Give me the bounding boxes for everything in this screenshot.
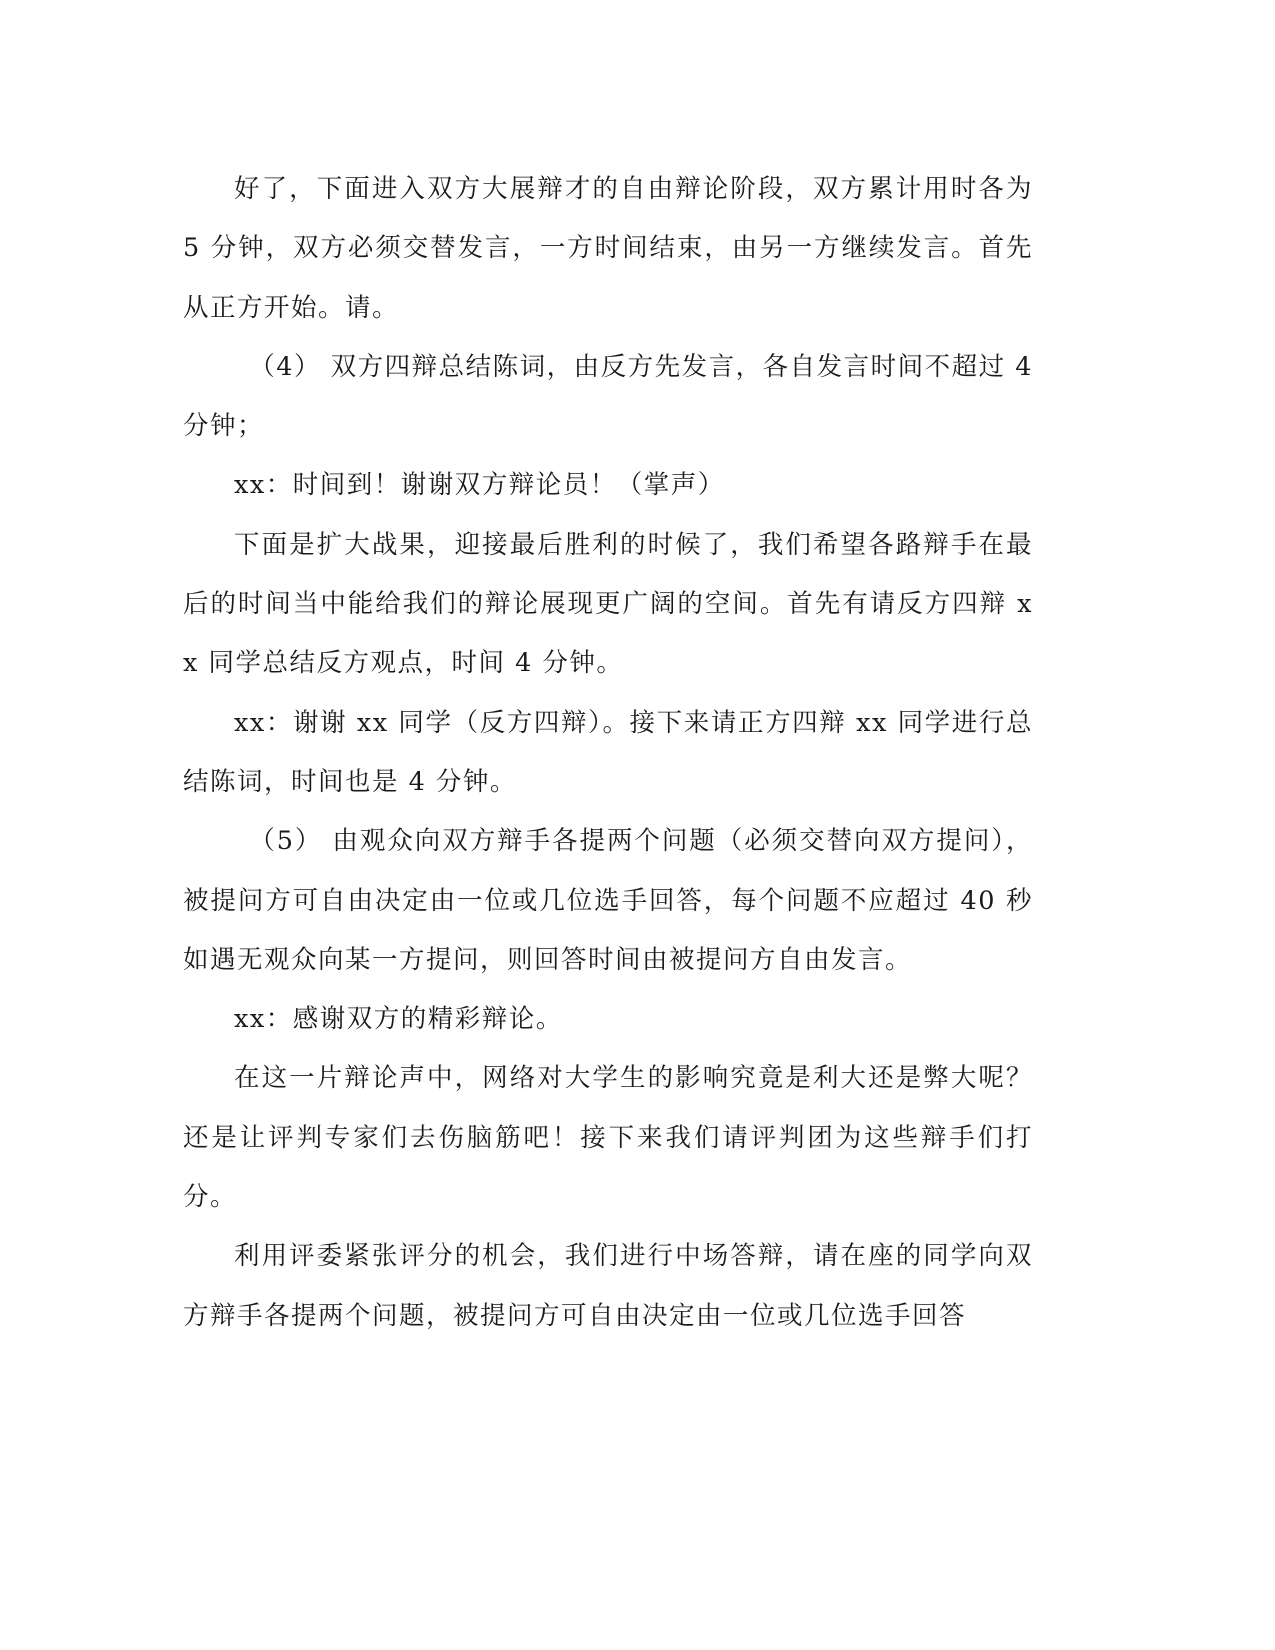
paragraph-midfield-qa: 利用评委紧张评分的机会，我们进行中场答辩，请在座的同学向双方辩手各提两个问题，被提问方可自由决定由一位或几位选手回答 — [183, 1241, 1033, 1331]
paragraph-summary-intro: 下面是扩大战果，迎接最后胜利的时候了，我们希望各路辩手在最后的时间当中能给我们的辩论展现更广阔的空间。首先有请反方四辩 xx 同学总结反方观点，时间 4 分钟。 — [183, 529, 1033, 679]
paragraph-time-up: xx：时间到！谢谢双方辩论员！（掌声） — [234, 470, 725, 501]
paragraph-thanks: xx：谢谢 xx 同学（反方四辩）。接下来请正方四辩 xx 同学进行总结陈词，时间也是 4 分钟。 — [183, 707, 1033, 797]
body-text — [183, 160, 1033, 1346]
paragraph-judging: 在这一片辩论声中，网络对大学生的影响究竟是利大还是弊大呢？还是让评判专家们去伤脑筋吧！接下来我们请评判团为这些辩手们打分。 — [183, 1063, 1033, 1213]
paragraph-step-5: （5） 由观众向双方辩手各提两个问题（必须交替向双方提问），被提问方可自由决定由一位或几位选手回答，每个问题不应超过 40 秒如遇无观众向某一方提问，则回答时间由被提问方自由发言。 — [183, 826, 1033, 975]
paragraph-step-4: （4） 双方四辩总结陈词，由反方先发言，各自发言时间不超过 4 分钟； — [183, 351, 1033, 442]
paragraph-appreciation: xx：感谢双方的精彩辩论。 — [234, 1004, 563, 1035]
paragraph-free-debate: 好了，下面进入双方大展辩才的自由辩论阶段，双方累计用时各为 5 分钟，双方必须交替发言，一方时间结束，由另一方继续发言。首先从正方开始。请。 — [183, 174, 1033, 323]
